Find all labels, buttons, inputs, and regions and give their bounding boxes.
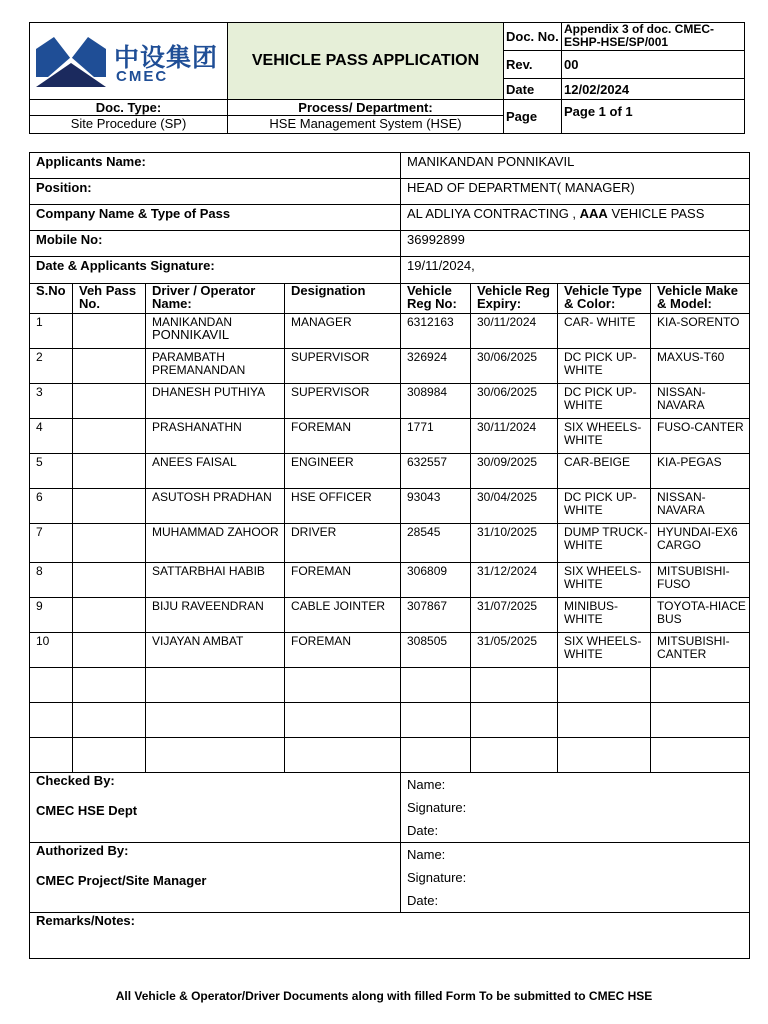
- checked-name-label: Name:: [407, 777, 446, 792]
- empty-cell[interactable]: [73, 668, 146, 703]
- col-type-color: Vehicle Type & Color:: [558, 284, 651, 314]
- vehicle-type-color[interactable]: DUMP TRUCK-WHITE: [558, 524, 651, 563]
- empty-cell[interactable]: [30, 738, 73, 773]
- vehicle-reg-no[interactable]: 326924: [401, 349, 471, 384]
- cmec-logo-mark-icon: [36, 37, 106, 87]
- vehicle-pass-no[interactable]: [73, 489, 146, 524]
- vehicle-type-color[interactable]: SIX WHEELS-WHITE: [558, 563, 651, 598]
- vehicle-driver[interactable]: [146, 384, 285, 419]
- process-value: HSE Management System (HSE): [228, 116, 504, 134]
- vehicle-sno[interactable]: 8: [30, 563, 73, 598]
- vehicle-pass-no[interactable]: [73, 633, 146, 668]
- vehicle-reg-expiry[interactable]: 31/12/2024: [471, 563, 558, 598]
- empty-cell[interactable]: [651, 668, 750, 703]
- driver-name-line: DHANESH PUTHIYA: [152, 385, 266, 399]
- pass-suffix-text: VEHICLE PASS: [607, 206, 705, 221]
- authorized-by-row: [30, 843, 750, 913]
- checked-signature-label: Signature:: [407, 800, 467, 815]
- vehicle-make-model[interactable]: TOYOTA-HIACE BUS: [651, 598, 750, 633]
- vehicle-type-color[interactable]: CAR-BEIGE: [558, 454, 651, 489]
- vehicle-reg-expiry[interactable]: 31/05/2025: [471, 633, 558, 668]
- vehicle-row: [30, 598, 750, 633]
- company-name-text: AL ADLIYA CONTRACTING ,: [407, 206, 580, 221]
- vehicle-type-color[interactable]: SIX WHEELS-WHITE: [558, 419, 651, 454]
- remarks-row: [30, 913, 750, 959]
- empty-cell[interactable]: [146, 738, 285, 773]
- vehicle-designation[interactable]: CABLE JOINTER: [285, 598, 401, 633]
- vehicle-driver[interactable]: [146, 314, 285, 349]
- doc-no-label: Doc. No.: [504, 23, 562, 51]
- date-signature-value[interactable]: 19/11/2024,: [401, 257, 750, 284]
- authorized-by-sign-cell[interactable]: [401, 843, 750, 913]
- vehicle-reg-no[interactable]: 1771: [401, 419, 471, 454]
- vehicle-sno[interactable]: 4: [30, 419, 73, 454]
- col-reg-no: Vehicle Reg No:: [401, 284, 471, 314]
- rev-label: Rev.: [504, 51, 562, 79]
- vehicle-driver[interactable]: [146, 419, 285, 454]
- vehicle-pass-no[interactable]: [73, 349, 146, 384]
- driver-name-line: PONNIKAVIL: [152, 326, 230, 342]
- vehicle-driver[interactable]: [146, 633, 285, 668]
- empty-cell[interactable]: [401, 703, 471, 738]
- applicant-name-label: Applicants Name:: [30, 153, 401, 179]
- authorized-by-dept: CMEC Project/Site Manager: [36, 873, 207, 888]
- page-label: Page: [504, 100, 562, 134]
- driver-name-line: BIJU RAVEENDRAN: [152, 599, 264, 613]
- driver-name-line: ANEES FAISAL: [152, 455, 237, 469]
- vehicle-row: [30, 563, 750, 598]
- authorized-by-cell: [30, 843, 401, 913]
- pass-type-text: AAA: [579, 206, 608, 221]
- doc-type-label: Doc. Type:: [30, 100, 228, 116]
- vehicle-reg-expiry[interactable]: 30/04/2025: [471, 489, 558, 524]
- checked-by-sign-cell[interactable]: [401, 773, 750, 843]
- vehicle-row-empty: [30, 668, 750, 703]
- vehicle-reg-expiry[interactable]: 31/10/2025: [471, 524, 558, 563]
- vehicle-sno[interactable]: 6: [30, 489, 73, 524]
- vehicle-reg-no[interactable]: 308505: [401, 633, 471, 668]
- document-header: [29, 22, 745, 134]
- empty-cell[interactable]: [651, 703, 750, 738]
- vehicle-reg-expiry[interactable]: 30/06/2025: [471, 384, 558, 419]
- checked-date-label: Date:: [407, 823, 439, 838]
- vehicle-reg-no[interactable]: 6312163: [401, 314, 471, 349]
- vehicle-reg-no[interactable]: 307867: [401, 598, 471, 633]
- page-value: Page 1 of 1: [562, 100, 745, 134]
- vehicle-driver[interactable]: [146, 598, 285, 633]
- checked-by-row: [30, 773, 750, 843]
- driver-name-line: PRASHANATHN: [152, 420, 242, 434]
- remarks-label: Remarks/Notes:: [36, 913, 135, 928]
- vehicle-driver[interactable]: [146, 349, 285, 384]
- date-label: Date: [504, 79, 562, 100]
- remarks-cell[interactable]: [30, 913, 750, 959]
- vehicle-reg-expiry[interactable]: 30/11/2024: [471, 314, 558, 349]
- vehicle-pass-no[interactable]: [73, 563, 146, 598]
- vehicle-row: [30, 524, 750, 563]
- logo-cell: [30, 23, 228, 100]
- col-reg-expiry: Vehicle Reg Expiry:: [471, 284, 558, 314]
- vehicle-designation[interactable]: DRIVER: [285, 524, 401, 563]
- vehicle-row: [30, 419, 750, 454]
- vehicle-reg-expiry[interactable]: 30/06/2025: [471, 349, 558, 384]
- empty-cell[interactable]: [285, 668, 401, 703]
- vehicle-reg-no[interactable]: 306809: [401, 563, 471, 598]
- driver-name-line: MANIKANDAN: [152, 315, 233, 329]
- vehicle-designation[interactable]: MANAGER: [285, 314, 401, 349]
- vehicle-designation[interactable]: FOREMAN: [285, 563, 401, 598]
- vehicle-row: [30, 314, 750, 349]
- driver-name-line: PREMANANDAN: [152, 362, 246, 377]
- mobile-value[interactable]: 36992899: [401, 231, 750, 257]
- logo-text-en: CMEC: [116, 68, 169, 85]
- mobile-label: Mobile No:: [30, 231, 401, 257]
- vehicle-row: [30, 384, 750, 419]
- company-logo: [30, 23, 227, 99]
- vehicle-make-model[interactable]: MITSUBISHI-FUSO: [651, 563, 750, 598]
- vehicle-row: [30, 489, 750, 524]
- vehicle-row-empty: [30, 703, 750, 738]
- vehicle-reg-no[interactable]: 308984: [401, 384, 471, 419]
- vehicle-driver[interactable]: [146, 454, 285, 489]
- vehicle-reg-expiry[interactable]: 30/11/2024: [471, 419, 558, 454]
- vehicle-driver[interactable]: [146, 524, 285, 563]
- vehicle-sno[interactable]: 2: [30, 349, 73, 384]
- vehicle-reg-no[interactable]: 93043: [401, 489, 471, 524]
- vehicle-make-model[interactable]: MAXUS-T60: [651, 349, 750, 384]
- empty-cell[interactable]: [471, 738, 558, 773]
- empty-cell[interactable]: [146, 703, 285, 738]
- doc-type-value: Site Procedure (SP): [30, 116, 228, 134]
- applicant-name-value[interactable]: MANIKANDAN PONNIKAVIL: [401, 153, 750, 179]
- checked-by-cell: [30, 773, 401, 843]
- driver-name-line: PARAMBATH: [152, 350, 225, 364]
- vehicle-pass-no[interactable]: [73, 314, 146, 349]
- vehicle-pass-no[interactable]: [73, 598, 146, 633]
- empty-cell[interactable]: [285, 703, 401, 738]
- empty-cell[interactable]: [558, 668, 651, 703]
- vehicle-make-model[interactable]: FUSO-CANTER: [651, 419, 750, 454]
- vehicle-sno[interactable]: 5: [30, 454, 73, 489]
- vehicle-make-model[interactable]: MITSUBISHI-CANTER: [651, 633, 750, 668]
- authorized-date-label: Date:: [407, 893, 439, 908]
- vehicle-pass-no[interactable]: [73, 419, 146, 454]
- vehicle-row: [30, 349, 750, 384]
- empty-cell[interactable]: [146, 668, 285, 703]
- vehicle-reg-expiry[interactable]: 30/09/2025: [471, 454, 558, 489]
- vehicle-type-color[interactable]: SIX WHEELS-WHITE: [558, 633, 651, 668]
- empty-cell[interactable]: [285, 738, 401, 773]
- vehicle-designation[interactable]: FOREMAN: [285, 419, 401, 454]
- vehicle-reg-no[interactable]: 632557: [401, 454, 471, 489]
- vehicle-sno[interactable]: 3: [30, 384, 73, 419]
- empty-cell[interactable]: [30, 668, 73, 703]
- vehicle-designation[interactable]: HSE OFFICER: [285, 489, 401, 524]
- vehicle-sno[interactable]: 7: [30, 524, 73, 563]
- date-signature-label: Date & Applicants Signature:: [30, 257, 401, 284]
- position-value[interactable]: HEAD OF DEPARTMENT( MANAGER): [401, 179, 750, 205]
- vehicle-designation[interactable]: FOREMAN: [285, 633, 401, 668]
- doc-no-value: Appendix 3 of doc. CMEC-ESHP-HSE/SP/001: [562, 23, 745, 51]
- vehicle-type-color[interactable]: MINIBUS-WHITE: [558, 598, 651, 633]
- vehicle-type-color[interactable]: CAR- WHITE: [558, 314, 651, 349]
- col-veh-pass: Veh Pass No.: [73, 284, 146, 314]
- empty-cell[interactable]: [30, 703, 73, 738]
- company-value[interactable]: [401, 205, 750, 231]
- vehicle-make-model[interactable]: KIA-PEGAS: [651, 454, 750, 489]
- empty-cell[interactable]: [558, 738, 651, 773]
- checked-by-label: Checked By:: [36, 773, 115, 788]
- vehicle-designation[interactable]: SUPERVISOR: [285, 349, 401, 384]
- vehicle-sno[interactable]: 9: [30, 598, 73, 633]
- empty-cell[interactable]: [471, 703, 558, 738]
- form-title: VEHICLE PASS APPLICATION: [228, 23, 504, 100]
- empty-cell[interactable]: [401, 668, 471, 703]
- vehicle-make-model[interactable]: HYUNDAI-EX6 CARGO: [651, 524, 750, 563]
- driver-name-line: MUHAMMAD ZAHOOR: [152, 525, 279, 539]
- empty-cell[interactable]: [401, 738, 471, 773]
- authorized-signature-label: Signature:: [407, 870, 467, 885]
- empty-cell[interactable]: [471, 668, 558, 703]
- col-driver: Driver / Operator Name:: [146, 284, 285, 314]
- empty-cell[interactable]: [73, 703, 146, 738]
- footer-note: All Vehicle & Operator/Driver Documents along with filled Form To be submitted to CMEC HSE: [115, 989, 653, 1003]
- authorized-by-label: Authorized By:: [36, 843, 129, 858]
- process-label: Process/ Department:: [228, 100, 504, 116]
- vehicle-type-color[interactable]: DC PICK UP-WHITE: [558, 349, 651, 384]
- vehicle-row-empty: [30, 738, 750, 773]
- empty-cell[interactable]: [558, 703, 651, 738]
- company-label: Company Name & Type of Pass: [30, 205, 401, 231]
- vehicle-designation[interactable]: ENGINEER: [285, 454, 401, 489]
- vehicle-pass-no[interactable]: [73, 454, 146, 489]
- vehicle-pass-no[interactable]: [73, 524, 146, 563]
- vehicle-row: [30, 633, 750, 668]
- rev-value: 00: [562, 51, 745, 79]
- vehicle-driver[interactable]: [146, 489, 285, 524]
- vehicle-reg-expiry[interactable]: 31/07/2025: [471, 598, 558, 633]
- vehicle-sno[interactable]: 1: [30, 314, 73, 349]
- vehicle-type-color[interactable]: DC PICK UP-WHITE: [558, 384, 651, 419]
- vehicle-pass-no[interactable]: [73, 384, 146, 419]
- driver-name-line: ASUTOSH PRADHAN: [152, 490, 272, 504]
- vehicle-sno[interactable]: 10: [30, 633, 73, 668]
- vehicle-table-header: [30, 284, 750, 314]
- vehicle-make-model[interactable]: NISSAN-NAVARA: [651, 384, 750, 419]
- col-sno: S.No: [30, 284, 73, 314]
- col-designation: Designation: [285, 284, 401, 314]
- vehicle-type-color[interactable]: DC PICK UP-WHITE: [558, 489, 651, 524]
- vehicle-designation[interactable]: SUPERVISOR: [285, 384, 401, 419]
- logo-text-cn: 中设集团: [114, 43, 219, 72]
- driver-name-line: SATTARBHAI HABIB: [152, 564, 265, 578]
- driver-name-line: VIJAYAN AMBAT: [152, 634, 244, 648]
- col-make-model: Vehicle Make & Model:: [651, 284, 750, 314]
- authorized-name-label: Name:: [407, 847, 446, 862]
- position-label: Position:: [30, 179, 401, 205]
- vehicle-row: [30, 454, 750, 489]
- vehicle-rows: [30, 314, 750, 773]
- vehicle-reg-no[interactable]: 28545: [401, 524, 471, 563]
- checked-by-dept: CMEC HSE Dept: [36, 803, 138, 818]
- date-value: 12/02/2024: [562, 79, 745, 100]
- vehicle-driver[interactable]: [146, 563, 285, 598]
- vehicle-make-model[interactable]: KIA-SORENTO: [651, 314, 750, 349]
- empty-cell[interactable]: [651, 738, 750, 773]
- vehicle-make-model[interactable]: NISSAN-NAVARA: [651, 489, 750, 524]
- empty-cell[interactable]: [73, 738, 146, 773]
- vehicle-pass-form: [29, 152, 750, 959]
